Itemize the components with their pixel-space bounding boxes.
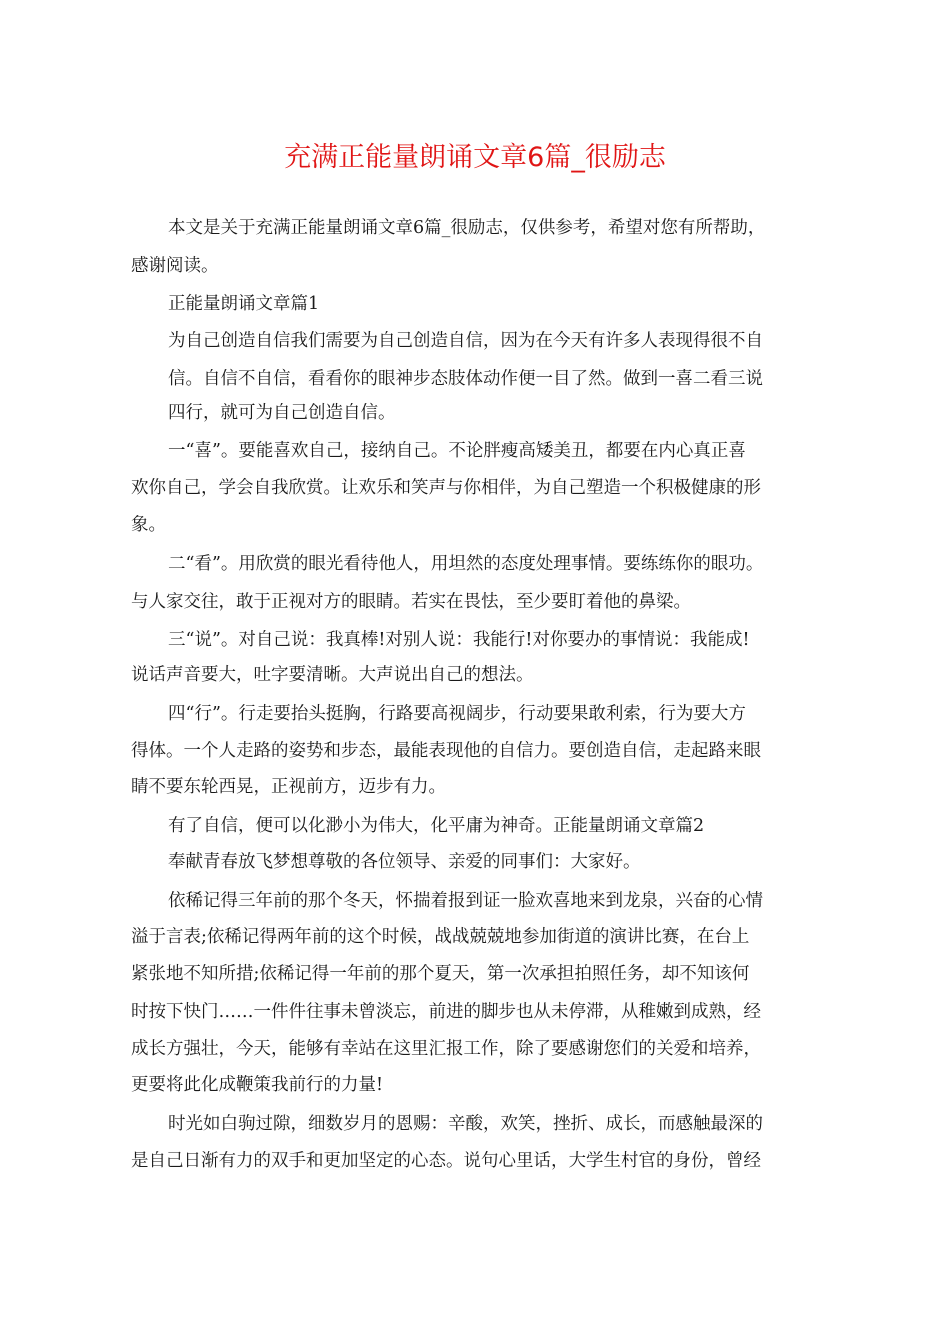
- paragraph-line: 象。: [131, 515, 166, 535]
- paragraph-line: 信。自信不自信，看看你的眼神步态肢体动作便一目了然。做到一喜二看三说: [168, 369, 763, 389]
- document-title: 充满正能量朗诵文章6篇_很励志: [284, 142, 666, 173]
- paragraph-line: 为自己创造自信我们需要为自己创造自信，因为在今天有许多人表现得很不自: [168, 331, 763, 351]
- paragraph-line: 四行，就可为自己创造自信。: [168, 403, 396, 423]
- paragraph-line: 依稀记得三年前的那个冬天，怀揣着报到证一脸欢喜地来到龙泉，兴奋的心情: [168, 891, 763, 911]
- paragraph-line: 睛不要东轮西晃，正视前方，迈步有力。: [131, 777, 446, 797]
- paragraph-line: 溢于言表;依稀记得两年前的这个时候，战战兢兢地参加街道的演讲比赛，在台上: [131, 927, 750, 947]
- paragraph-line: 欢你自己，学会自我欣赏。让欢乐和笑声与你相伴，为自己塑造一个积极健康的形: [131, 478, 761, 498]
- paragraph-line: 感谢阅读。: [131, 256, 219, 276]
- paragraph-line: 得体。一个人走路的姿势和步态，最能表现他的自信力。要创造自信，走起路来眼: [131, 741, 761, 761]
- paragraph-line: 成长方强壮，今天，能够有幸站在这里汇报工作，除了要感谢您们的关爱和培养，: [131, 1039, 761, 1059]
- paragraph-line: 本文是关于充满正能量朗诵文章6篇_很励志，仅供参考，希望对您有所帮助，: [168, 218, 766, 238]
- paragraph-line: 时光如白驹过隙，细数岁月的恩赐：辛酸，欢笑，挫折、成长，而感触最深的: [168, 1114, 763, 1134]
- paragraph-line: 说话声音要大，吐字要清晰。大声说出自己的想法。: [131, 665, 534, 685]
- paragraph-line: 四“行”。行走要抬头挺胸，行路要高视阔步，行动要果敢利索，行为要大方: [168, 704, 746, 724]
- paragraph-line: 紧张地不知所措;依稀记得一年前的那个夏天，第一次承担拍照任务，却不知该何: [131, 964, 750, 984]
- paragraph-line: 奉献青春放飞梦想尊敬的各位领导、亲爱的同事们：大家好。: [168, 852, 641, 872]
- section-heading: 正能量朗诵文章篇1: [168, 294, 320, 314]
- paragraph-line: 一“喜”。要能喜欢自己，接纳自己。不论胖瘦高矮美丑，都要在内心真正喜: [168, 441, 746, 461]
- paragraph-line: 有了自信，便可以化渺小为伟大，化平庸为神奇。正能量朗诵文章篇2: [168, 816, 705, 836]
- paragraph-line: 二“看”。用欣赏的眼光看待他人，用坦然的态度处理事情。要练练你的眼功。: [168, 554, 764, 574]
- paragraph-line: 是自己日渐有力的双手和更加坚定的心态。说句心里话，大学生村官的身份，曾经: [131, 1151, 761, 1171]
- paragraph-line: 与人家交往，敢于正视对方的眼睛。若实在畏怯，至少要盯着他的鼻梁。: [131, 592, 691, 612]
- paragraph-line: 更要将此化成鞭策我前行的力量!: [131, 1075, 384, 1095]
- paragraph-line: 时按下快门……一件件往事未曾淡忘，前进的脚步也从未停滞，从稚嫩到成熟，经: [131, 1002, 761, 1022]
- paragraph-line: 三“说”。对自己说：我真棒!对别人说：我能行!对你要办的事情说：我能成!: [168, 630, 750, 650]
